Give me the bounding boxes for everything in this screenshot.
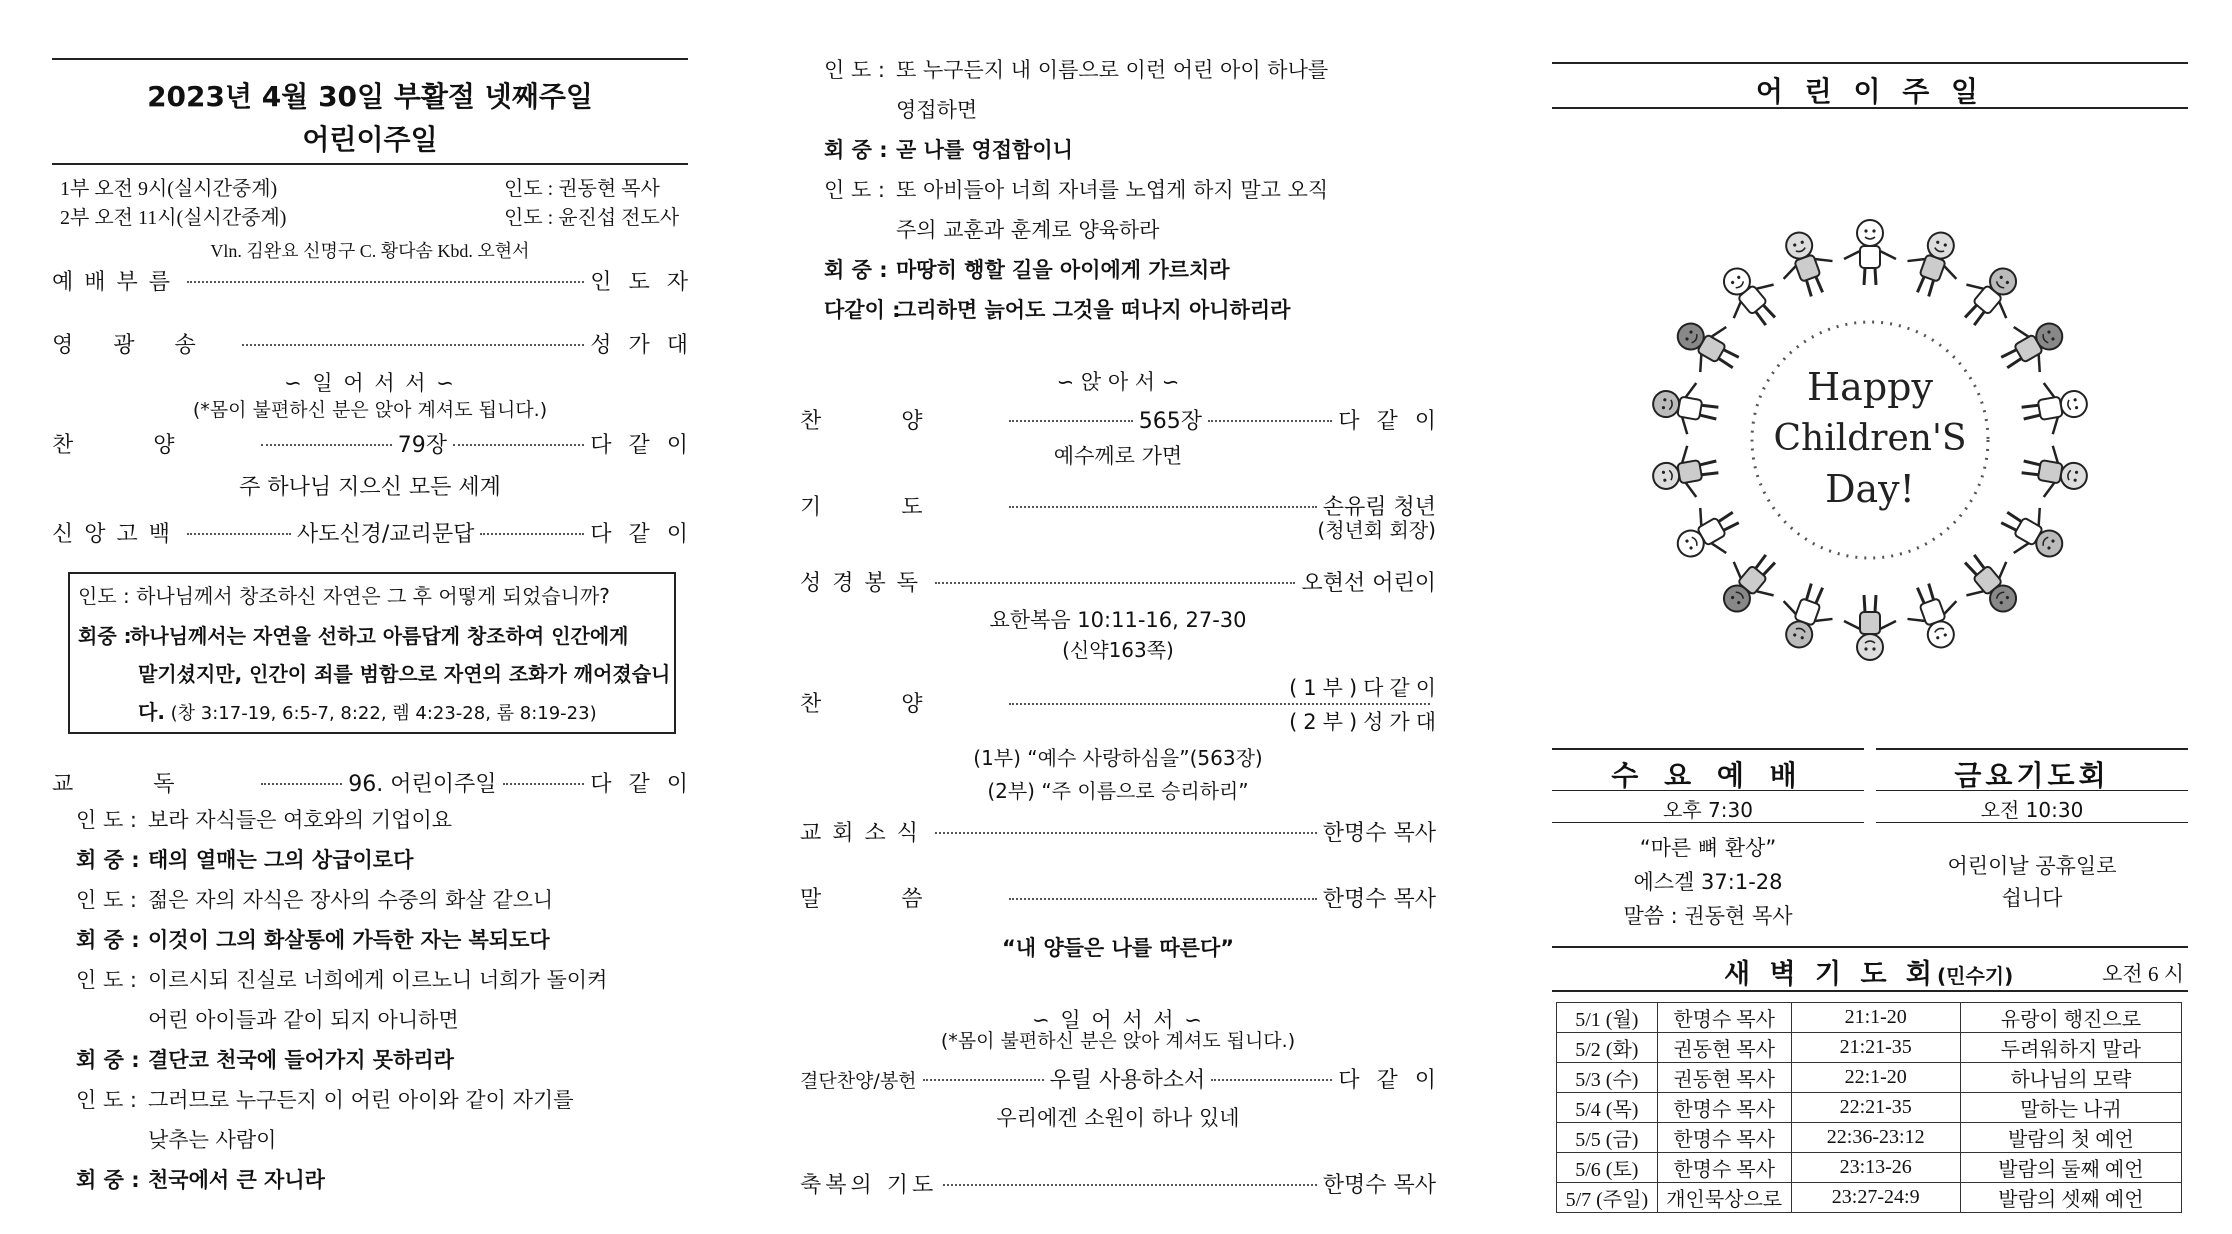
speaker-tag: 회 중 :	[76, 1048, 140, 1072]
wed-rule-top	[1552, 748, 1864, 750]
responsive-line	[76, 1160, 325, 1200]
table-row	[1557, 1063, 2182, 1093]
responsive-text: 보라 자식들은 여호와의 기업이요	[148, 808, 453, 832]
left-column	[52, 0, 705, 1234]
passage-cell: 22:36-23:12	[1791, 1123, 1960, 1153]
table-row	[1557, 1003, 2182, 1033]
page-subtitle: 어린이주일	[302, 123, 438, 156]
hymn-1: 찬양 79장 다같이	[52, 433, 705, 458]
child-figure	[1991, 495, 2073, 573]
middle-column	[800, 0, 1453, 1234]
standing-heading-2: ∽ 일 어 서 서 ∽	[1032, 1008, 1204, 1032]
speaker-tag: 회 중 :	[76, 928, 140, 952]
topic-cell: 발람의 셋째 예언	[1960, 1183, 2181, 1213]
topic-cell: 하나님의 모략	[1960, 1063, 2181, 1093]
header-rule-bottom	[1552, 107, 2188, 109]
child-figure	[1950, 255, 2032, 338]
anthem-performer-2: (2부)성가대	[1289, 710, 1442, 734]
service-2-leader: 인도 : 윤진섭 전도사	[504, 207, 680, 229]
closing-hymn: 결단찬양/봉헌 우릴 사용하소서 다같이	[800, 1068, 1453, 1093]
wednesday-theme: “마른 뼈 환상”	[1639, 836, 1777, 860]
table-row	[1557, 1183, 2182, 1213]
church-news: 교회소식 한명수 목사	[800, 821, 1436, 846]
passage-cell: 22:21-35	[1791, 1093, 1960, 1123]
table-row	[1557, 1123, 2182, 1153]
date-cell: 5/5 (금)	[1557, 1123, 1658, 1153]
catechism-question: 인도 : 하나님께서 창조하신 자연은 그 후 어떻게 되었습니까?	[78, 584, 610, 608]
child-figure	[1991, 307, 2073, 385]
leader-cell: 한명수 목사	[1657, 1093, 1791, 1123]
child-figure	[1709, 255, 1791, 338]
anthem: 찬양	[800, 687, 1436, 718]
speaker-tag: 인 도 :	[76, 968, 137, 992]
catechism-answer-2: 맡기셨지만, 인간이 죄를 범함으로 자연의 조화가 깨어졌습니	[138, 662, 671, 686]
responsive-line	[76, 960, 607, 1000]
right-header: 어 린 이 주 일	[1755, 75, 1985, 108]
catechism-box	[68, 572, 676, 734]
responsive-text: 태의 열매는 그의 상급이로다	[148, 848, 414, 872]
friday-note-1: 어린이날 공휴일로	[1947, 854, 2117, 878]
responsive-reading-line: 교독 96. 어린이주일 다같이	[52, 772, 705, 797]
child-figure	[1709, 542, 1791, 625]
scripture-page: (신약163쪽)	[1062, 638, 1174, 662]
child-figure	[2018, 441, 2090, 503]
speaker-tag: 인 도 :	[824, 178, 885, 202]
table-row	[1557, 1033, 2182, 1063]
standing-heading: ∽ 일 어 서 서 ∽	[284, 371, 456, 395]
friday-time: 오전 10:30	[1980, 798, 2084, 822]
title-rule	[52, 163, 688, 165]
leader-cell: 권동현 목사	[1657, 1033, 1791, 1063]
wednesday-preacher: 말씀 : 권동현 목사	[1623, 904, 1793, 928]
topic-cell: 발람의 둘째 예언	[1960, 1153, 2181, 1183]
fri-rule-top	[1876, 748, 2188, 750]
responsive-line	[76, 840, 413, 880]
responsive-text: 결단코 천국에 들어가지 못하리라	[148, 1048, 454, 1072]
anthem-title-1: (1부) “예수 사랑하심을”(563장)	[973, 746, 1263, 770]
leader-cell: 한명수 목사	[1657, 1123, 1791, 1153]
speaker-tag: 인 도 :	[76, 808, 137, 832]
child-figure	[1844, 220, 1896, 285]
topic-cell: 말하는 나귀	[1960, 1093, 2181, 1123]
wed-rule-mid	[1552, 790, 1864, 791]
responsive-text: 또 아비들아 너희 자녀를 노엽게 하지 말고 오직	[896, 178, 1329, 202]
dawn-rule-top	[1552, 946, 2188, 948]
responsive-line	[824, 170, 1328, 210]
responsive-line	[76, 800, 452, 840]
date-cell: 5/6 (토)	[1557, 1153, 1658, 1183]
badge-line-3: Day!	[1825, 467, 1915, 511]
scripture-reading: 성경봉독 오현선 어린이	[800, 571, 1436, 596]
hymn-2-title: 예수께로 가면	[1053, 444, 1183, 468]
header-rule-top	[1552, 62, 2188, 64]
closing-hymn-title: 우리에겐 소원이 하나 있네	[996, 1106, 1240, 1130]
responsive-line	[76, 1000, 459, 1040]
service-2-time: 2부 오전 11시(실시간중계)	[60, 207, 287, 229]
wed-rule-bottom	[1552, 822, 1864, 823]
child-figure	[1666, 307, 1748, 385]
catechism-answer-tag: 회중 :	[78, 624, 132, 648]
speaker-tag: 인 도 :	[76, 888, 137, 912]
responsive-line	[824, 290, 1290, 330]
responsive-text: 주의 교훈과 훈계로 양육하라	[896, 218, 1160, 242]
hymn-1-title: 주 하나님 지으신 모든 세계	[239, 475, 501, 500]
badge-line-2: Children'S	[1773, 418, 1967, 459]
dawn-rule-bottom	[1552, 990, 2188, 992]
service-1-leader: 인도 : 권동현 목사	[504, 178, 660, 200]
responsive-text: 어린 아이들과 같이 되지 아니하면	[148, 1008, 459, 1032]
standing-note-2: (*몸이 불편하신 분은 앉아 계셔도 됩니다.)	[940, 1030, 1296, 1052]
child-figure	[2018, 376, 2090, 438]
child-figure	[1770, 577, 1841, 656]
scripture-ref: 요한복음 10:11-16, 27-30	[989, 608, 1247, 632]
responsive-line	[824, 250, 1230, 290]
friday-title: 금요기도회	[1954, 759, 2110, 792]
musicians: Vln. 김완요 신명구 C. 황다솜 Kbd. 오현서	[210, 241, 530, 261]
speaker-tag: 회 중 :	[76, 848, 140, 872]
responsive-text: 이르시되 진실로 너희에게 이르노니 너희가 돌이켜	[148, 968, 608, 992]
friday-note-2: 쉽니다	[2001, 886, 2063, 910]
call-to-worship: 예배부름 인도자	[52, 270, 705, 295]
topic-cell: 두려워하지 말라	[1960, 1033, 2181, 1063]
child-figure	[1650, 441, 1722, 503]
anthem-title-2: (2부) “주 이름으로 승리하리”	[987, 779, 1249, 803]
childrens-day-illustration	[1650, 190, 2090, 670]
date-cell: 5/7 (주일)	[1557, 1183, 1658, 1213]
gloria: 영광송 성가대	[52, 333, 705, 358]
speaker-tag: 회 중 :	[76, 1168, 140, 1192]
date-cell: 5/1 (월)	[1557, 1003, 1658, 1033]
passage-cell: 22:1-20	[1791, 1063, 1960, 1093]
responsive-line	[824, 130, 1073, 170]
responsive-text: 또 누구든지 내 이름으로 이런 어린 아이 하나를	[896, 58, 1329, 82]
responsive-line	[76, 1040, 454, 1080]
leader-cell: 개인묵상으로	[1657, 1183, 1791, 1213]
passage-cell: 21:21-35	[1791, 1033, 1960, 1063]
responsive-line	[76, 1080, 573, 1120]
sitting-heading: ∽ 앉 아 서 ∽	[1056, 370, 1180, 394]
catechism-answer-1: 하나님께서는 자연을 선하고 아름답게 창조하여 인간에게	[130, 624, 629, 648]
dawn-schedule	[1556, 1002, 2182, 1213]
fri-rule-bottom	[1876, 822, 2188, 823]
responsive-text: 젊은 자의 자식은 장사의 수중의 화살 같으니	[148, 888, 554, 912]
responsive-text: 영접하면	[896, 98, 978, 122]
fri-rule-mid	[1876, 790, 2188, 791]
speaker-tag: 회 중 :	[824, 138, 888, 162]
child-figure	[1666, 495, 1748, 573]
service-1-time: 1부 오전 9시(실시간중계)	[60, 178, 278, 200]
hymn-2: 찬양 565장 다같이	[800, 409, 1453, 434]
page-title: 2023년 4월 30일 부활절 넷째주일	[147, 80, 593, 113]
speaker-tag: 인 도 :	[824, 58, 885, 82]
passage-cell: 23:27-24:9	[1791, 1183, 1960, 1213]
speaker-tag: 인 도 :	[76, 1088, 137, 1112]
child-figure	[1844, 595, 1896, 660]
wednesday-time: 오후 7:30	[1663, 798, 1753, 822]
date-cell: 5/2 (화)	[1557, 1033, 1658, 1063]
right-column	[1552, 0, 2188, 1234]
responsive-line	[824, 210, 1159, 250]
dawn-title: 새 벽 기 도 회(민수기)	[1724, 959, 2014, 990]
top-rule	[52, 58, 688, 60]
responsive-text: 천국에서 큰 자니라	[148, 1168, 325, 1192]
dawn-time: 오전 6 시	[2102, 962, 2184, 986]
responsive-text: 그러므로 누구든지 이 어린 아이와 같이 자기를	[148, 1088, 574, 1112]
child-figure	[1899, 224, 1970, 303]
leader-cell: 한명수 목사	[1657, 1153, 1791, 1183]
child-figure	[1770, 224, 1841, 303]
date-cell: 5/3 (수)	[1557, 1063, 1658, 1093]
children-circle-drawing	[1650, 190, 2090, 670]
prayer: 기도 손유림 청년	[800, 495, 1436, 520]
sermon-title: “내 양들은 나를 따른다”	[1001, 936, 1235, 960]
responsive-line	[76, 1120, 276, 1160]
responsive-line	[824, 90, 977, 130]
topic-cell: 유랑이 행진으로	[1960, 1003, 2181, 1033]
dawn-schedule-table	[1556, 1002, 2182, 1213]
wednesday-ref: 에스겔 37:1-28	[1633, 870, 1783, 894]
responsive-text: 마땅히 행할 길을 아이에게 가르치라	[896, 258, 1230, 282]
passage-cell: 21:1-20	[1791, 1003, 1960, 1033]
table-row	[1557, 1093, 2182, 1123]
responsive-text: 곧 나를 영접함이니	[896, 138, 1073, 162]
date-cell: 5/4 (목)	[1557, 1093, 1658, 1123]
passage-cell: 23:13-26	[1791, 1153, 1960, 1183]
speaker-tag: 회 중 :	[824, 258, 888, 282]
badge-line-1: Happy	[1807, 365, 1933, 409]
creed: 신앙고백 사도신경/교리문답 다같이	[52, 522, 705, 547]
standing-note: (*몸이 불편하신 분은 앉아 계셔도 됩니다.)	[192, 399, 548, 421]
child-figure	[1950, 542, 2032, 625]
catechism-answer-3: 다. (창 3:17-19, 6:5-7, 8:22, 렘 4:23-28, 롬 8:19-23)	[138, 700, 597, 724]
responsive-text: 그리하면 늙어도 그것을 떠나지 아니하리라	[896, 298, 1291, 322]
child-figure	[1899, 577, 1970, 656]
leader-cell: 한명수 목사	[1657, 1003, 1791, 1033]
responsive-line	[76, 920, 550, 960]
responsive-line	[76, 880, 553, 920]
responsive-text: 낮추는 사람이	[148, 1128, 277, 1152]
sermon: 말씀 한명수 목사	[800, 887, 1436, 912]
child-figure	[1650, 376, 1722, 438]
prayer-note: (청년회 회장)	[1317, 518, 1436, 542]
responsive-text: 이것이 그의 화살통에 가득한 자는 복되도다	[148, 928, 550, 952]
leader-cell: 권동현 목사	[1657, 1063, 1791, 1093]
benediction: 축복의 기도 한명수 목사	[800, 1173, 1436, 1198]
wednesday-title: 수 요 예 배	[1611, 759, 1805, 792]
anthem-performer-1: (1부)다같이	[1289, 676, 1442, 700]
topic-cell: 발람의 첫 예언	[1960, 1123, 2181, 1153]
table-row	[1557, 1153, 2182, 1183]
responsive-line	[824, 50, 1328, 90]
speaker-tag: 다같이 :	[824, 298, 901, 322]
